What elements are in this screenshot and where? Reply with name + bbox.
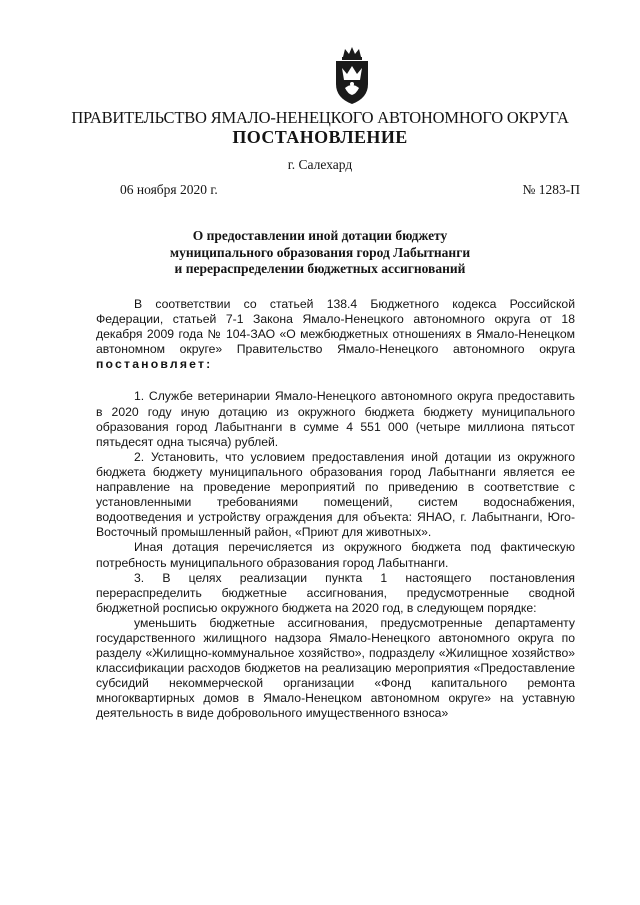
title-line: муниципального образования город Лабытнанги bbox=[169, 244, 471, 260]
paragraph-3-decrease: уменьшить бюджетные ассигнования, предусмотренные департаменту государственного жилищного надзора Ямало-Ненецкого автономного округа по разделу «Жилищно-коммунальное хозяйство», подразделу «Жилищное хозяйство» классификации расходов бюджетов на реализацию мероприятия «Предоставление субсидий некоммерческой организации «Фонд капитального ремонта многоквартирных домов в Ямало-Ненецком автономном округе» на уставную деятельность в виде добровольного имущественного взноса» bbox=[96, 615, 575, 721]
paragraph-2-note: Иная дотация перечисляется из окружного бюджета под фактическую потребность муниципального образования город Лабытнанги. bbox=[96, 540, 575, 570]
preamble bbox=[96, 297, 575, 372]
document-date: 06 ноября 2020 г. bbox=[120, 182, 218, 197]
title-line: О предоставлении иной дотации бюджету bbox=[192, 228, 448, 243]
paragraph-2: 2. Установить, что условием предоставления иной дотации из окружного бюджета бюджету муниципального образования город Лабытнанги является ее направление на проведение мероприятий по приведению в соответствие с установленными требованиями помещений, систем водоснабжения, водоотведения и устройству ограждения для объекта: ЯНАО, г. Лабытнанги, Юго-Восточный промышленный район, «Приют для животных». bbox=[96, 449, 575, 540]
document-type: ПОСТАНОВЛЕНИЕ bbox=[232, 127, 408, 147]
government-name: ПРАВИТЕЛЬСТВО ЯМАЛО-НЕНЕЦКОГО АВТОНОМНОГО ОКРУГА bbox=[71, 108, 569, 127]
document-body bbox=[96, 297, 575, 722]
preamble-text: В соответствии со статьей 138.4 Бюджетного кодекса Российской Федерации, статьей 7-1 Закона Ямало-Ненецкого автономного округа от 18 декабря 2009 года № 104-ЗАО «О межбюджетных отношениях в Ямало-Ненецком автономном округе» Правительство Ямало-Ненецкого автономного округа bbox=[96, 297, 575, 357]
title-line: и перераспределении бюджетных ассигнований bbox=[174, 261, 466, 276]
decree-word: постановляет: bbox=[96, 357, 213, 372]
paragraph-1: 1. Службе ветеринарии Ямало-Ненецкого автономного округа предоставить в 2020 году иную дотацию из окружного бюджета бюджету муниципального образования город Лабытнанги в сумме 4 551 000 (четыре миллиона пятьсот пятьдесят одна тысяча) рублей. bbox=[96, 389, 575, 449]
document-number: № 1283-П bbox=[522, 182, 580, 197]
coat-of-arms-icon bbox=[330, 44, 374, 106]
document-title bbox=[0, 228, 640, 278]
paragraph-3: 3. В целях реализации пункта 1 настоящего постановления перераспределить бюджетные ассигнования, предусмотренные сводной бюджетной росписью окружного бюджета на 2020 год, в следующем порядке: bbox=[96, 570, 575, 615]
city: г. Салехард bbox=[287, 157, 353, 172]
